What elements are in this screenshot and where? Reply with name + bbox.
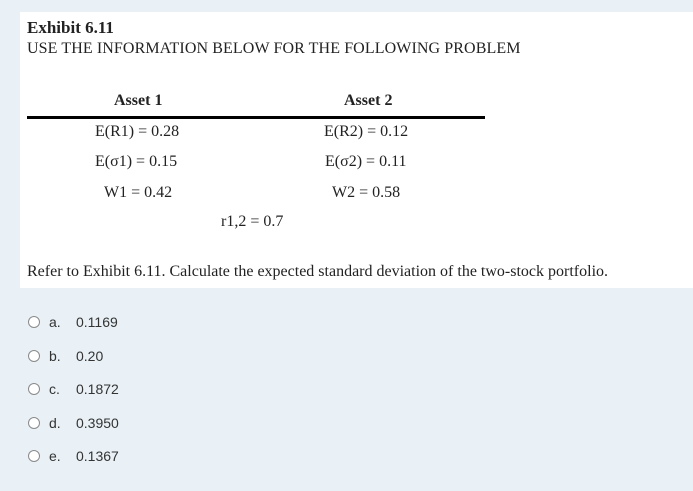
exhibit-card — [20, 12, 693, 288]
option-value: 0.1367 — [76, 448, 119, 464]
option-d[interactable] — [28, 415, 119, 449]
option-b[interactable] — [28, 348, 119, 382]
asset-1-std-dev: E(σ1) = 0.15 — [95, 153, 178, 170]
answer-options — [28, 314, 119, 482]
option-letter: b. — [49, 347, 61, 364]
option-c[interactable] — [28, 381, 119, 415]
exhibit-title: Exhibit 6.11 — [27, 18, 114, 37]
correlation: r1,2 = 0.7 — [221, 213, 284, 230]
asset-1-expected-return: E(R1) = 0.28 — [95, 123, 180, 140]
option-letter: a. — [49, 314, 61, 330]
radio-button[interactable] — [28, 316, 40, 328]
option-e[interactable] — [28, 448, 119, 482]
question-text: Refer to Exhibit 6.11. Calculate the expected standard deviation of the two-stock portfolio. — [27, 263, 609, 280]
option-letter: d. — [49, 414, 61, 431]
asset-2-expected-return: E(R2) = 0.12 — [324, 123, 409, 140]
option-value: 0.1872 — [76, 381, 119, 397]
option-letter: c. — [49, 381, 60, 397]
option-value: 0.20 — [76, 347, 104, 364]
option-value: 0.1169 — [76, 314, 118, 330]
asset-1-weight: W1 = 0.42 — [104, 184, 173, 201]
exhibit-instruction: USE THE INFORMATION BELOW FOR THE FOLLOWING PROBLEM — [27, 40, 521, 57]
asset-2-weight: W2 = 0.58 — [332, 184, 401, 201]
asset-2-std-dev: E(σ2) = 0.11 — [325, 153, 407, 170]
table-rule — [27, 116, 485, 119]
asset-2-header: Asset 2 — [344, 92, 393, 109]
asset-1-header: Asset 1 — [114, 92, 163, 109]
option-value: 0.3950 — [76, 414, 119, 431]
radio-button[interactable] — [28, 350, 40, 362]
radio-button[interactable] — [28, 450, 40, 462]
radio-button[interactable] — [28, 383, 40, 395]
option-letter: e. — [49, 448, 61, 464]
radio-button[interactable] — [28, 417, 40, 429]
option-a[interactable] — [28, 314, 119, 348]
